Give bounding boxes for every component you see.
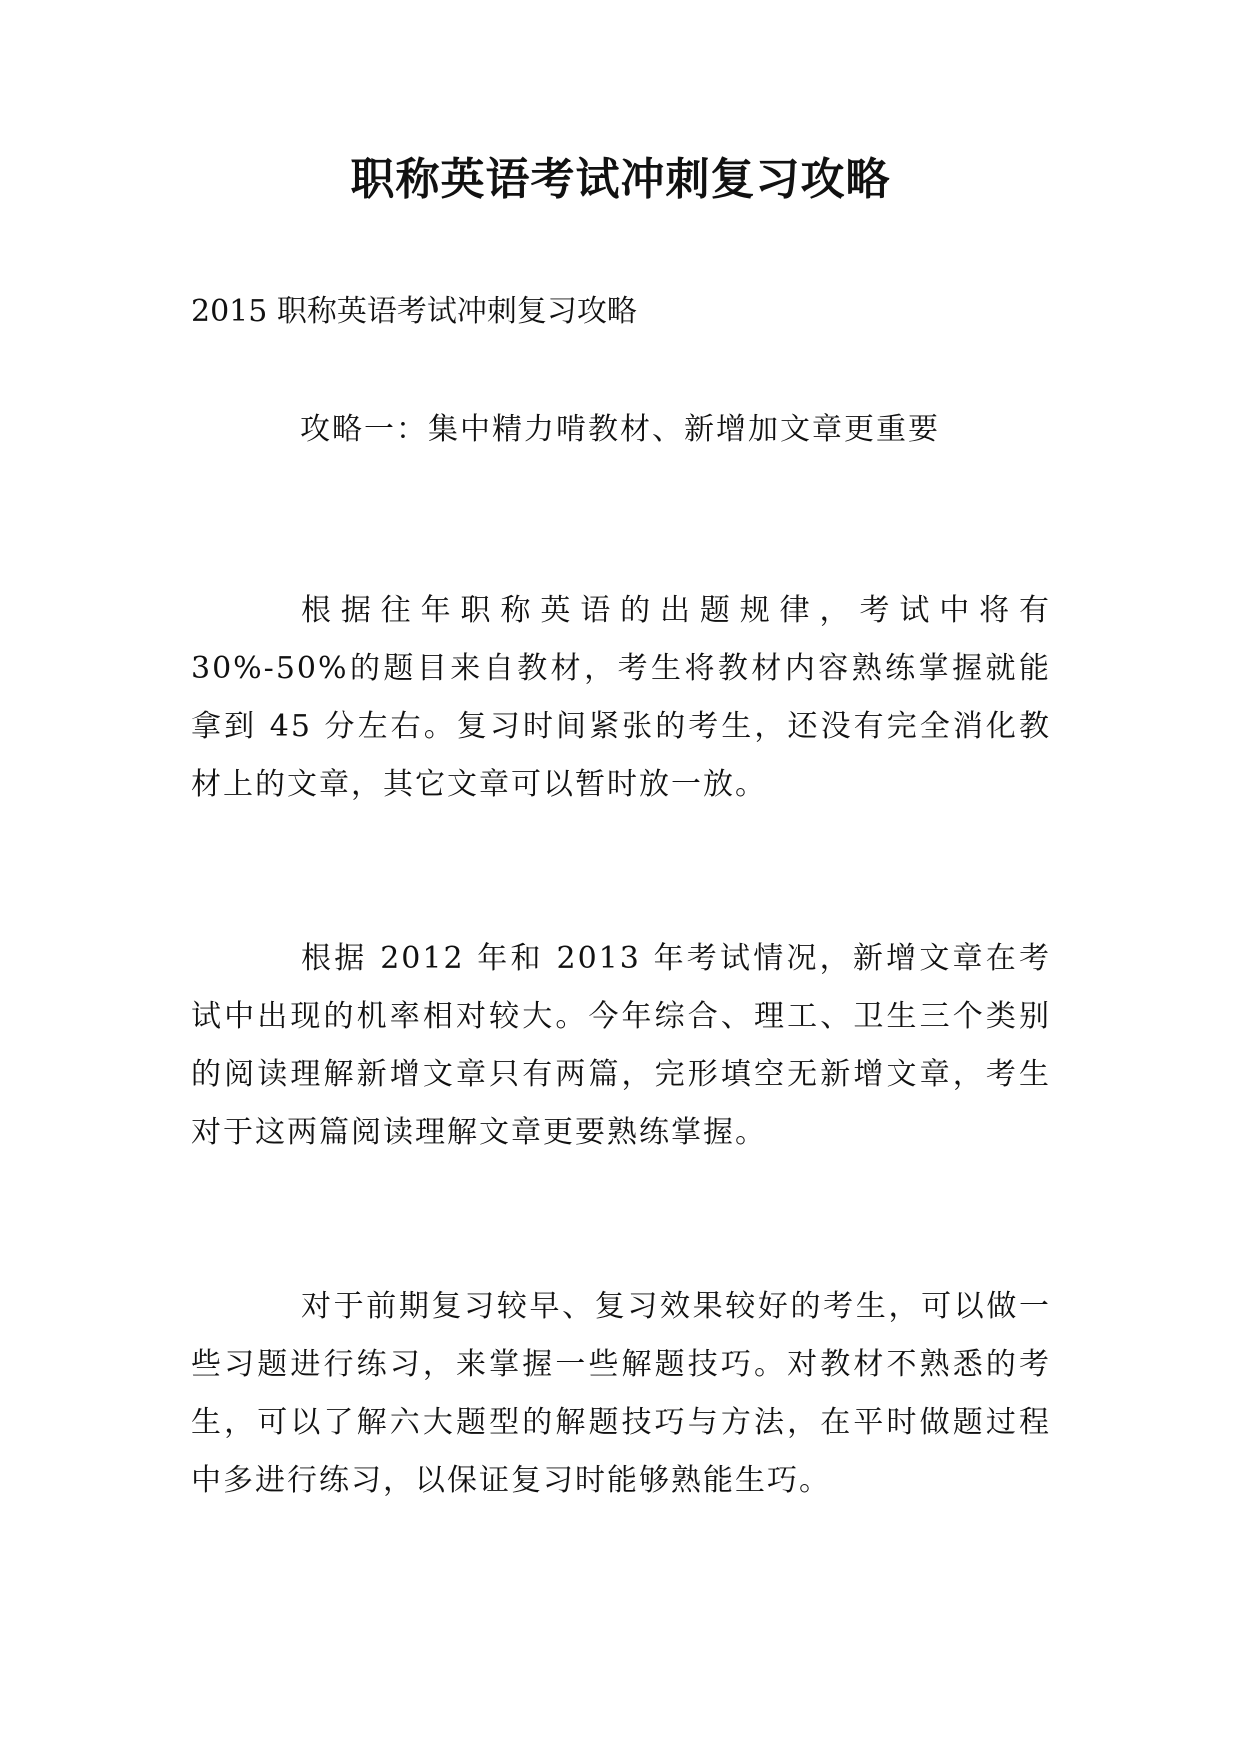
section-heading: 攻略一：集中精力啃教材、新增加文章更重要 xyxy=(300,412,940,447)
paragraph-1: 根据往年职称英语的出题规律，考试中将有 30%-50%的题目来自教材，考生将教材内容熟练掌握就能拿到 45 分左右。复习时间紧张的考生，还没有完全消化教材上的文章，其它文章可以暂时放一放。 xyxy=(191,593,1051,802)
document-title: 职称英语考试冲刺复习攻略 xyxy=(350,154,891,205)
paragraph-3: 对于前期复习较早、复习效果较好的考生，可以做一些习题进行练习，来掌握一些解题技巧。对教材不熟悉的考生，可以了解六大题型的解题技巧与方法，在平时做题过程中多进行练习，以保证复习时能够熟能生巧。 xyxy=(191,1289,1051,1498)
document-subtitle: 2015 职称英语考试冲刺复习攻略 xyxy=(191,294,637,329)
paragraph-2: 根据 2012 年和 2013 年考试情况，新增文章在考试中出现的机率相对较大。今年综合、理工、卫生三个类别的阅读理解新增文章只有两篇，完形填空无新增文章，考生对于这两篇阅读理解文章更要熟练掌握。 xyxy=(191,941,1051,1150)
